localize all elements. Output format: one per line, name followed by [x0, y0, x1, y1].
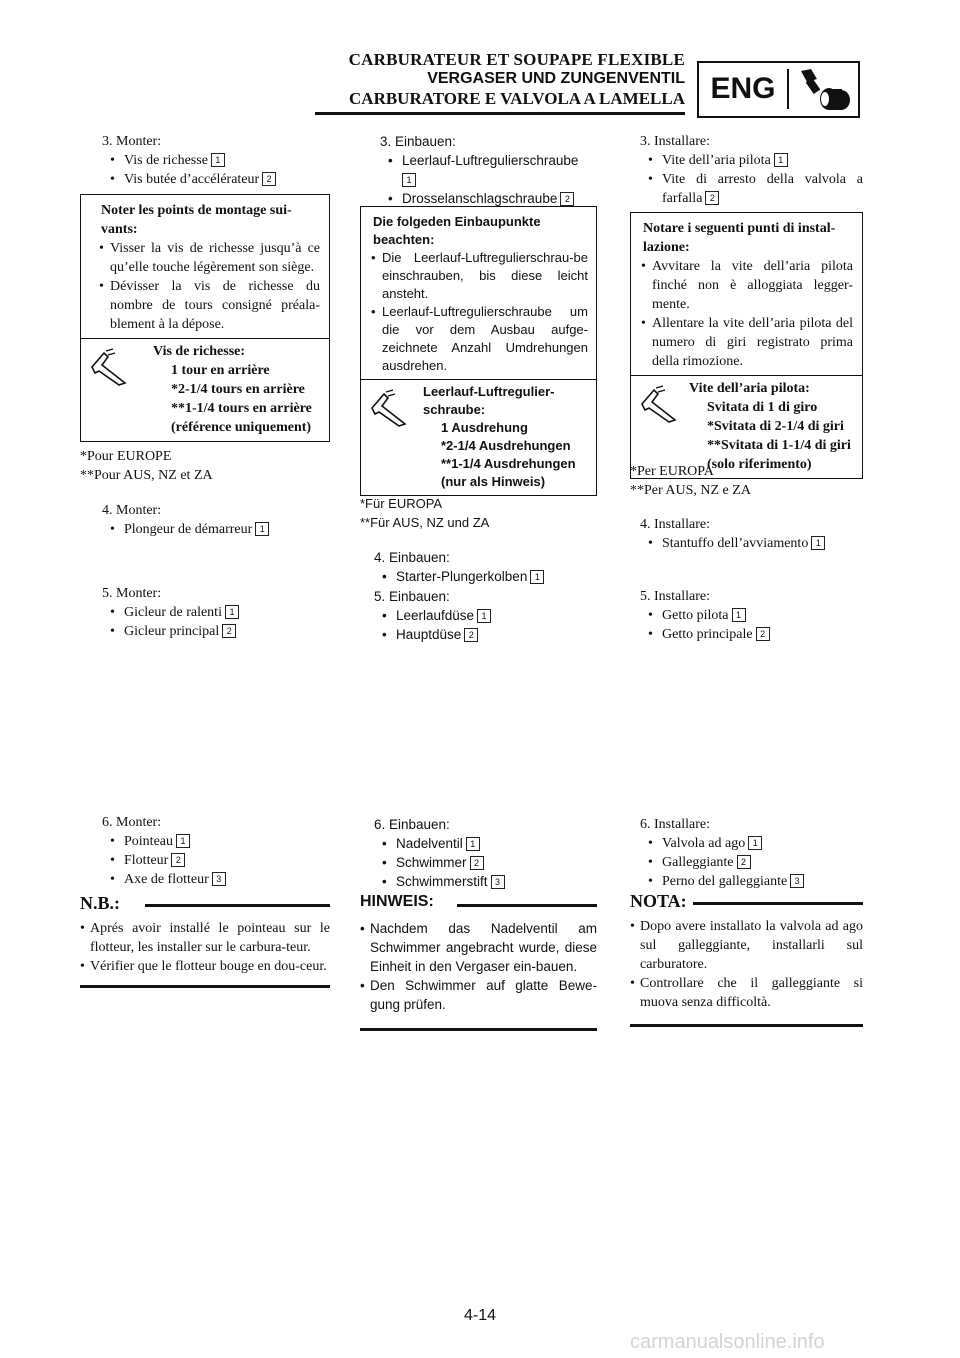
spec-value: (solo riferimento) [707, 457, 812, 472]
spec-title: Vite dell’aria pilota: [689, 381, 810, 396]
nb-note-it [630, 891, 863, 1027]
step-3-fr [80, 132, 330, 189]
nb-bullet: • Dopo avere installato la valvola ad ago sul galleggiante, installarli sul carburatore. [630, 917, 863, 974]
step-label: 3. Monter: [102, 134, 162, 149]
note-bullet: • Leerlauf-Luftregulierschraube um die vor dem Ausbau aufge-zeichnete Anzahl Umdrehungen ausdrehen. [373, 303, 588, 375]
header-title-fr: CARBURATEUR ET SOUPAPE FLEXIBLE [348, 50, 685, 69]
list-item: • Axe de flotteur 3 [80, 870, 330, 889]
step-label: 4. Monter: [102, 503, 162, 518]
list-item: • Getto principale 2 [618, 625, 863, 644]
install-note-box-it [630, 212, 863, 479]
list-item: • Schwimmer 2 [352, 853, 597, 872]
section-tab [697, 61, 860, 118]
step-4-de [352, 548, 597, 586]
nb-end-rule [360, 1028, 597, 1031]
step-4-it [618, 515, 863, 553]
list-item: • Pointeau 1 [80, 832, 330, 851]
header-rule [315, 112, 685, 115]
spec-value: **1-1/4 tours en arrière [171, 401, 312, 416]
nb-bullet: • Den Schwimmer auf glatte Bewe-gung prüfen. [360, 976, 597, 1014]
list-item: • Schwimmerstift 3 [352, 872, 597, 891]
nb-end-rule [630, 1024, 863, 1027]
nb-bullet: • Nachdem das Nadelventil am Schwimmer angebracht wurde, diese Einheit in den Vergaser ein-bauen. [360, 919, 597, 976]
nb-note-fr [80, 893, 330, 988]
step-label: 4. Installare: [640, 517, 710, 532]
spec-box [361, 379, 596, 495]
nb-note-de [360, 893, 597, 1031]
spec-title: Vis de richesse: [153, 344, 246, 359]
list-item: • Perno del galleggiante 3 [618, 872, 863, 891]
spec-box [81, 338, 329, 441]
list-item: • Drosselanschlagschraube 2 [358, 189, 598, 208]
list-item: • Getto pilota 1 [618, 606, 863, 625]
watermark: carmanualsonline.info [630, 1331, 825, 1353]
list-item: • Gicleur de ralenti 1 [80, 603, 330, 622]
step-label: 5. Monter: [102, 586, 162, 601]
note-title: Noter les points de montage sui-vants: [101, 203, 292, 237]
spec-value: **1-1/4 Ausdrehungen [441, 456, 576, 471]
spec-value: *2-1/4 tours en arrière [171, 382, 305, 397]
wrench-icon [639, 384, 679, 424]
list-item: • Vite dell’aria pilota 1 [618, 151, 863, 170]
footnote: **Für AUS, NZ und ZA [360, 515, 490, 530]
list-item: • Gicleur principal 2 [80, 622, 330, 641]
spec-value: *2-1/4 Ausdrehungen [441, 438, 571, 453]
footnote: *Für EUROPA [360, 496, 443, 511]
footnote: **Pour AUS, NZ et ZA [80, 468, 213, 483]
install-note-box-fr [80, 194, 330, 442]
page-number: 4-14 [463, 1307, 497, 1324]
step-label: 6. Monter: [102, 815, 162, 830]
list-item: • Plongeur de démarreur 1 [80, 520, 330, 539]
step-label: 5. Installare: [640, 589, 710, 604]
engine-bolt-icon [795, 67, 855, 113]
nb-title: HINWEIS: [360, 893, 434, 910]
note-bullet: • Die Leerlauf-Luftregulierschrau-be einschrauben, bis diese leicht ansteht. [373, 249, 588, 303]
list-item: • Hauptdüse 2 [352, 625, 597, 644]
note-bullet: • Avvitare la vite dell’aria pilota finché non è alloggiata legger-mente. [643, 257, 853, 314]
nb-title: NOTA: [630, 891, 687, 911]
note-title: Notare i seguenti punti di instal-lazione: [643, 221, 836, 255]
list-item: • Leerlauf-Luftregulierschraube 1 [358, 151, 598, 189]
step-label: 3. Installare: [640, 134, 710, 149]
section-tab-divider [787, 69, 789, 109]
note-bullet: • Visser la vis de richesse jusqu’à ce qu’elle touche légèrement son siège. [101, 239, 320, 277]
note-bullet: • Dévisser la vis de richesse du nombre de tours consigné préala-blement à la dépose. [101, 277, 320, 334]
wrench-icon [369, 388, 409, 428]
list-item: • Vis butée d’accélérateur 2 [80, 170, 330, 189]
list-item: • Stantuffo dell’avviamento 1 [618, 534, 863, 553]
spec-value: Svitata di 1 di giro [707, 400, 818, 415]
nb-end-rule [80, 985, 330, 988]
step-label: 6. Einbauen: [374, 817, 450, 832]
list-item: • Vite di arresto della valvola a farfalla 2 [618, 170, 863, 208]
nb-bullet: • Vérifier que le flotteur bouge en dou-ceur. [80, 957, 330, 976]
list-item: • Leerlaufdüse 1 [352, 606, 597, 625]
list-item: • Starter-Plungerkolben 1 [352, 567, 597, 586]
header-title-de: VERGASER UND ZUNGENVENTIL [427, 70, 685, 87]
spec-value: 1 tour en arrière [171, 363, 270, 378]
wrench-icon [89, 347, 129, 387]
step-label: 4. Einbauen: [374, 550, 450, 565]
step-6-de [352, 815, 597, 891]
step-3-it [618, 132, 863, 208]
spec-value: (nur als Hinweis) [441, 474, 546, 489]
install-note-box-de [360, 206, 597, 496]
step-label: 5. Einbauen: [374, 589, 450, 604]
footnote: *Pour EUROPE [80, 449, 172, 464]
nb-title: N.B.: [80, 893, 120, 913]
list-item: • Valvola ad ago 1 [618, 834, 863, 853]
nb-bullet: • Aprés avoir installé le pointeau sur le flotteur, les installer sur le carbura-teur. [80, 919, 330, 957]
note-bullet: • Allentare la vite dell’aria pilota del numero di giri registrato prima della rimozione. [643, 314, 853, 371]
step-5-de [352, 587, 597, 644]
nb-bullet: • Controllare che il galleggiante si muova senza difficoltà. [630, 974, 863, 1012]
note-title: Die folgeden Einbaupunkte beachten: [373, 214, 541, 247]
spec-value: *Svitata di 2-1/4 di giri [707, 419, 844, 434]
step-6-it [618, 815, 863, 891]
list-item: • Flotteur 2 [80, 851, 330, 870]
list-item: • Vis de richesse 1 [80, 151, 330, 170]
section-tab-label: ENG [710, 72, 776, 105]
spec-value: **Svitata di 1-1/4 di giri [707, 438, 851, 453]
step-6-fr [80, 813, 330, 889]
list-item: • Nadelventil 1 [352, 834, 597, 853]
header-title-it: CARBURATORE E VALVOLA A LAMELLA [349, 89, 685, 108]
step-4-fr [80, 501, 330, 539]
footnote: **Per AUS, NZ e ZA [630, 483, 751, 498]
step-label: 3. Einbauen: [380, 134, 456, 149]
spec-value: 1 Ausdrehung [441, 420, 528, 435]
list-item: • Galleggiante 2 [618, 853, 863, 872]
step-5-it [618, 587, 863, 644]
footnote: *Per EUROPA [630, 464, 714, 479]
spec-title: Leerlauf-Luftregulier-schraube: [423, 384, 555, 417]
step-label: 6. Installare: [640, 817, 710, 832]
spec-value: (référence uniquement) [171, 420, 312, 435]
step-5-fr [80, 584, 330, 641]
step-3-de [358, 132, 598, 208]
